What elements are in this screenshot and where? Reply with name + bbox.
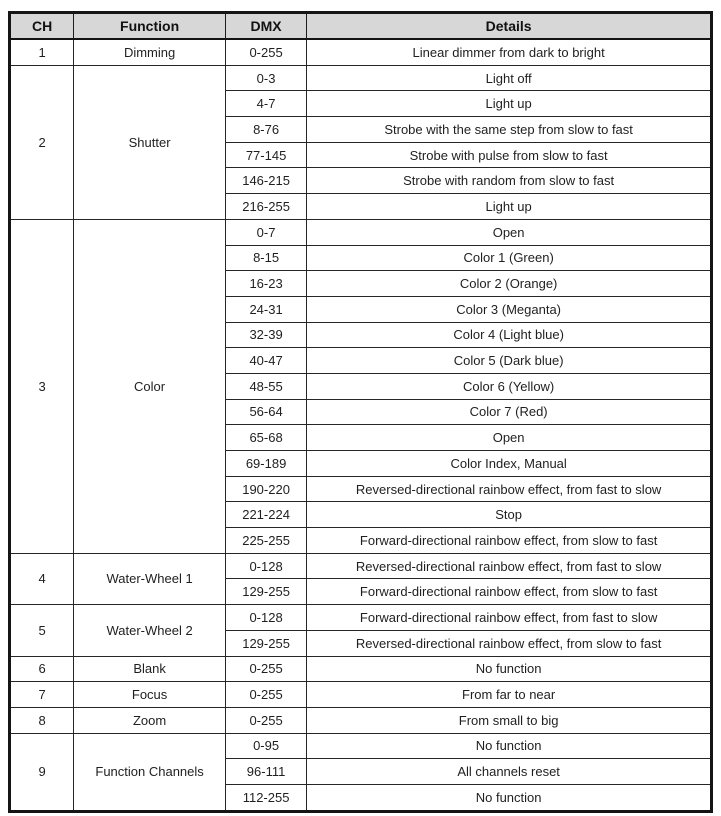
header-ch: CH — [10, 13, 74, 40]
dmx-range-cell: 216-255 — [225, 194, 306, 220]
details-cell: Reversed-directional rainbow effect, from slow to fast — [307, 630, 712, 656]
dmx-range-cell: 96-111 — [225, 759, 306, 785]
dmx-range-cell: 77-145 — [225, 142, 306, 168]
table-row — [10, 219, 712, 245]
table-row — [10, 733, 712, 759]
table-row — [10, 682, 712, 708]
details-cell: Light up — [307, 91, 712, 117]
dmx-range-cell: 225-255 — [225, 528, 306, 554]
ch-cell: 8 — [10, 707, 74, 733]
details-cell: Forward-directional rainbow effect, from slow to fast — [307, 528, 712, 554]
dmx-range-cell: 0-95 — [225, 733, 306, 759]
details-cell: Color 3 (Meganta) — [307, 296, 712, 322]
details-cell: Strobe with random from slow to fast — [307, 168, 712, 194]
function-cell: Color — [74, 219, 226, 553]
dmx-range-cell: 8-15 — [225, 245, 306, 271]
function-cell: Dimming — [74, 39, 226, 65]
function-cell: Focus — [74, 682, 226, 708]
details-cell: Reversed-directional rainbow effect, from fast to slow — [307, 476, 712, 502]
ch-cell: 6 — [10, 656, 74, 682]
table-header — [10, 13, 712, 40]
details-cell: Color 2 (Orange) — [307, 271, 712, 297]
dmx-range-cell: 221-224 — [225, 502, 306, 528]
header-function: Function — [74, 13, 226, 40]
details-cell: Reversed-directional rainbow effect, from fast to slow — [307, 553, 712, 579]
dmx-channel-table — [8, 11, 713, 813]
dmx-range-cell: 16-23 — [225, 271, 306, 297]
header-dmx: DMX — [225, 13, 306, 40]
table-row — [10, 65, 712, 91]
details-cell: Color 5 (Dark blue) — [307, 348, 712, 374]
ch-cell: 4 — [10, 553, 74, 604]
dmx-range-cell: 0-128 — [225, 605, 306, 631]
details-cell: Open — [307, 425, 712, 451]
dmx-range-cell: 190-220 — [225, 476, 306, 502]
table-row — [10, 605, 712, 631]
details-cell: From small to big — [307, 707, 712, 733]
table-row — [10, 553, 712, 579]
details-cell: Strobe with the same step from slow to fast — [307, 117, 712, 143]
details-cell: Color 6 (Yellow) — [307, 373, 712, 399]
function-cell: Water-Wheel 2 — [74, 605, 226, 656]
dmx-range-cell: 129-255 — [225, 579, 306, 605]
dmx-range-cell: 56-64 — [225, 399, 306, 425]
details-cell: No function — [307, 733, 712, 759]
ch-cell: 9 — [10, 733, 74, 811]
ch-cell: 2 — [10, 65, 74, 219]
function-cell: Zoom — [74, 707, 226, 733]
dmx-range-cell: 112-255 — [225, 784, 306, 811]
dmx-range-cell: 65-68 — [225, 425, 306, 451]
function-cell: Shutter — [74, 65, 226, 219]
dmx-range-cell: 69-189 — [225, 451, 306, 477]
details-cell: Linear dimmer from dark to bright — [307, 39, 712, 65]
dmx-table-body — [10, 39, 712, 811]
details-cell: Light off — [307, 65, 712, 91]
dmx-range-cell: 40-47 — [225, 348, 306, 374]
dmx-range-cell: 32-39 — [225, 322, 306, 348]
function-cell: Function Channels — [74, 733, 226, 811]
details-cell: Light up — [307, 194, 712, 220]
dmx-range-cell: 0-255 — [225, 682, 306, 708]
dmx-range-cell: 0-3 — [225, 65, 306, 91]
details-cell: Stop — [307, 502, 712, 528]
ch-cell: 1 — [10, 39, 74, 65]
ch-cell: 5 — [10, 605, 74, 656]
details-cell: Color 4 (Light blue) — [307, 322, 712, 348]
details-cell: Strobe with pulse from slow to fast — [307, 142, 712, 168]
details-cell: Color 1 (Green) — [307, 245, 712, 271]
table-row — [10, 707, 712, 733]
dmx-range-cell: 24-31 — [225, 296, 306, 322]
dmx-range-cell: 129-255 — [225, 630, 306, 656]
ch-cell: 7 — [10, 682, 74, 708]
details-cell: Open — [307, 219, 712, 245]
details-cell: Color 7 (Red) — [307, 399, 712, 425]
details-cell: All channels reset — [307, 759, 712, 785]
dmx-range-cell: 0-255 — [225, 656, 306, 682]
dmx-range-cell: 48-55 — [225, 373, 306, 399]
dmx-range-cell: 8-76 — [225, 117, 306, 143]
details-cell: Color Index, Manual — [307, 451, 712, 477]
dmx-range-cell: 0-255 — [225, 707, 306, 733]
ch-cell: 3 — [10, 219, 74, 553]
dmx-range-cell: 0-255 — [225, 39, 306, 65]
table-row — [10, 39, 712, 65]
function-cell: Water-Wheel 1 — [74, 553, 226, 604]
details-cell: Forward-directional rainbow effect, from fast to slow — [307, 605, 712, 631]
function-cell: Blank — [74, 656, 226, 682]
header-details: Details — [307, 13, 712, 40]
dmx-range-cell: 146-215 — [225, 168, 306, 194]
details-cell: From far to near — [307, 682, 712, 708]
dmx-range-cell: 0-7 — [225, 219, 306, 245]
details-cell: No function — [307, 784, 712, 811]
details-cell: No function — [307, 656, 712, 682]
details-cell: Forward-directional rainbow effect, from slow to fast — [307, 579, 712, 605]
dmx-range-cell: 0-128 — [225, 553, 306, 579]
header-row — [10, 13, 712, 40]
dmx-range-cell: 4-7 — [225, 91, 306, 117]
table-row — [10, 656, 712, 682]
